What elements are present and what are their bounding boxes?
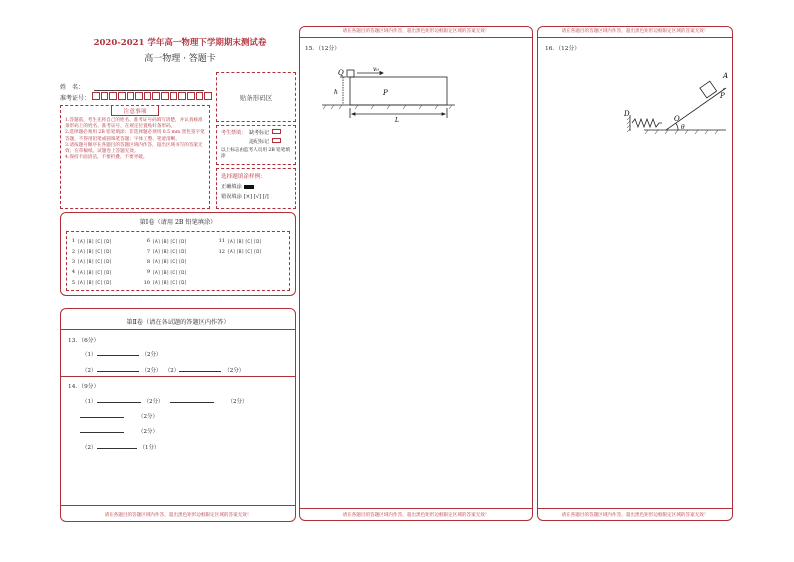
q16-label-theta: θ — [681, 124, 685, 131]
q15-diagram — [320, 62, 460, 124]
q14-row3 — [80, 427, 158, 435]
q13-1-points: （2分） — [141, 352, 162, 358]
notice-item-3: 3.请按题号顺序在各题目的答题区域内作答，超出区域书写的答案无效；在草稿纸、试题卷上答题无效。 — [65, 142, 203, 155]
part1-col-3 — [218, 236, 262, 257]
choice-bubbles[interactable]: [A] [B] [C] [D] — [78, 259, 112, 265]
barcode-label: 贴条形码区 — [239, 93, 273, 102]
absent-label: 缺考标记 — [249, 130, 270, 136]
q16-label-O: O — [674, 115, 680, 123]
q13-1-blank[interactable] — [97, 351, 139, 356]
q15-divider-top — [300, 37, 532, 38]
notice-title: 注意事项 — [111, 106, 159, 116]
q15-label-h: h — [334, 89, 338, 96]
choice-bubbles[interactable]: [A] [B] [C] [D] — [228, 238, 262, 244]
choice-number: 2 — [71, 248, 75, 255]
q15-label-Q: Q — [338, 69, 344, 77]
choice-number: 10 — [143, 279, 150, 286]
q13-row2 — [82, 366, 244, 374]
q14-1c-points: （2分） — [138, 414, 158, 420]
choice-number: 12 — [218, 248, 225, 255]
q13-2a-points: （2分） — [141, 368, 162, 374]
q13-2b-blank[interactable] — [179, 367, 221, 372]
q16-divider-bottom — [538, 508, 732, 509]
choice-number: 5 — [71, 279, 75, 286]
q15-label: 15．（12分） — [305, 46, 341, 52]
choice-row — [68, 246, 112, 256]
q14-1a-blank[interactable] — [97, 398, 141, 403]
notice-box — [60, 105, 210, 209]
choice-bubbles[interactable]: [A] [B] [C] [D] — [153, 249, 187, 255]
q14-row4 — [82, 443, 160, 451]
choice-number: 6 — [146, 238, 150, 245]
part2-divider-top — [61, 329, 295, 330]
choice-bubbles[interactable]: [A] [B] [C] [D] — [153, 280, 187, 286]
q13-2a-blank[interactable] — [97, 367, 139, 372]
candidate-note: 以上标志由监考人员用 2B 铅笔填涂 — [221, 148, 290, 160]
candidate-box — [216, 125, 296, 165]
choice-row — [68, 267, 112, 277]
q13-2b-points: （2分） — [224, 368, 245, 374]
choice-row — [218, 246, 262, 256]
q14-1a-points: （2分） — [143, 399, 164, 405]
id-field[interactable] — [92, 92, 212, 100]
wrong-label: 错误填涂 — [221, 194, 242, 200]
choice-row — [68, 236, 112, 246]
choice-number: 11 — [218, 238, 225, 245]
col3-warning-bottom: 请在各题目的答题区域内作答，超出黑色矩形边框限定区域的答案无效！ — [561, 513, 709, 518]
q15-divider-bottom — [300, 508, 532, 509]
choice-row — [68, 278, 112, 288]
q13-row1 — [82, 350, 162, 358]
choice-bubbles[interactable]: [A] [B] [C] [D] — [153, 269, 187, 275]
choice-bubbles[interactable]: [A] [B] [C] [D] — [228, 249, 262, 255]
q13-2-label: （2） — [82, 368, 97, 374]
correct-mark — [244, 185, 254, 189]
choice-bubbles[interactable]: [A] [B] [C] [D] — [153, 238, 187, 244]
choice-bubbles[interactable]: [A] [B] [C] [D] — [153, 259, 187, 265]
part2-divider-bottom — [61, 505, 295, 506]
q13-1-label: （1） — [82, 352, 97, 358]
part2-title: 第Ⅱ卷（请在各试题的答题区内作答） — [126, 319, 230, 326]
col3-warning-top: 请在各题目的答题区域内作答，超出黑色矩形边框限定区域的答案无效！ — [561, 29, 709, 34]
q14-1b-points: （2分） — [227, 399, 248, 405]
choice-number: 4 — [71, 269, 75, 276]
q16-diagram — [618, 60, 730, 138]
part2-divider-mid — [61, 376, 295, 377]
q15-label-v0: v₀ — [373, 66, 379, 73]
notice-item-4: 4.保持卡面清洁，不要折叠、不要弄破。 — [65, 155, 148, 161]
barcode-area — [216, 72, 296, 122]
choice-bubbles[interactable]: [A] [B] [C] [D] — [78, 238, 112, 244]
choice-number: 1 — [71, 238, 75, 245]
q14-1d-blank[interactable] — [80, 428, 124, 433]
choice-number: 3 — [71, 258, 75, 265]
choice-bubbles[interactable]: [A] [B] [C] [D] — [78, 249, 112, 255]
q16-label: 16．（12分） — [545, 46, 581, 52]
choice-row — [143, 236, 187, 246]
absent-checkbox[interactable] — [272, 129, 281, 134]
q14-2-points: （1分） — [139, 445, 160, 451]
col2-warning-top: 请在各题目的答题区域内作答，超出黑色矩形边框限定区域的答案无效！ — [342, 29, 490, 34]
q14-1b-blank[interactable] — [170, 398, 214, 403]
header-subtitle — [70, 51, 290, 64]
q14-2-label: （2） — [82, 445, 97, 451]
q16-label-D: D — [624, 110, 630, 118]
correct-label: 正确填涂 — [221, 184, 242, 190]
q14-1c-blank[interactable] — [80, 413, 124, 418]
q15-label-L: L — [395, 117, 399, 124]
choice-row — [143, 246, 187, 256]
violation-label: 违纪标记 — [249, 139, 270, 145]
q14-1d-points: （2分） — [138, 429, 158, 435]
q16-label-P: P — [720, 92, 725, 100]
choice-number: 7 — [146, 248, 150, 255]
header-title: 2020-2021 学年高一物理下学期期末测试卷 — [93, 38, 267, 48]
choice-row — [218, 236, 262, 246]
fill-sample-box — [216, 168, 296, 209]
wrong-marks: [×] [√] [/] — [243, 193, 269, 200]
choice-row — [143, 257, 187, 267]
choice-bubbles[interactable]: [A] [B] [C] [D] — [78, 280, 112, 286]
q14-label: 14．（9分） — [68, 384, 100, 390]
part1-col-2 — [143, 236, 187, 288]
id-label: 准考证号： — [60, 95, 91, 102]
notice-item-2: 2.选择题必须用 2B 铅笔填涂；非选择题必须用 0.5 mm 黑色签字笔答题，不得用铅笔或圆珠笔答题；字体工整、笔迹清晰。 — [65, 130, 205, 142]
q16-label-A: A — [723, 72, 729, 80]
notice-item-1: 1.答题前，考生先将自己的姓名、准考证号码填写清楚，并认真核准条形码上的姓名、准考证号，在规定位置贴好条形码。 — [65, 118, 203, 130]
q13-2-sub-label: （2） — [167, 368, 180, 374]
q14-row2 — [80, 412, 158, 420]
choice-number: 9 — [146, 269, 150, 276]
col2-warning-bottom: 请在各题目的答题区域内作答，超出黑色矩形边框限定区域的答案无效！ — [342, 513, 490, 518]
q15-label-P: P — [383, 89, 388, 97]
part1-col-1 — [68, 236, 112, 288]
q14-row1 — [82, 397, 248, 405]
choice-number: 8 — [146, 258, 150, 265]
choice-bubbles[interactable]: [A] [B] [C] [D] — [78, 269, 112, 275]
candidate-label: 考生禁填： — [221, 130, 247, 136]
name-field[interactable] — [94, 84, 204, 91]
q14-1-label: （1） — [82, 399, 97, 405]
q16-divider-top — [538, 37, 732, 38]
violation-checkbox[interactable] — [272, 138, 281, 143]
q13-label: 13．（6分） — [68, 338, 100, 344]
q14-2-blank[interactable] — [97, 444, 137, 449]
name-label: 姓 名： — [60, 84, 85, 91]
choice-row — [143, 278, 187, 288]
choice-row — [68, 257, 112, 267]
choice-row — [143, 267, 187, 277]
part1-title: 第Ⅰ卷（请用 2B 铅笔填涂） — [139, 219, 217, 226]
col1-warning: 请在各题目的答题区域内作答，超出黑色矩形边框限定区域的答案无效！ — [104, 513, 252, 518]
subtitle-text: 高一物理 · 答题卡 — [144, 54, 216, 64]
fill-sample-title: 选择题填涂样例： — [221, 174, 266, 180]
